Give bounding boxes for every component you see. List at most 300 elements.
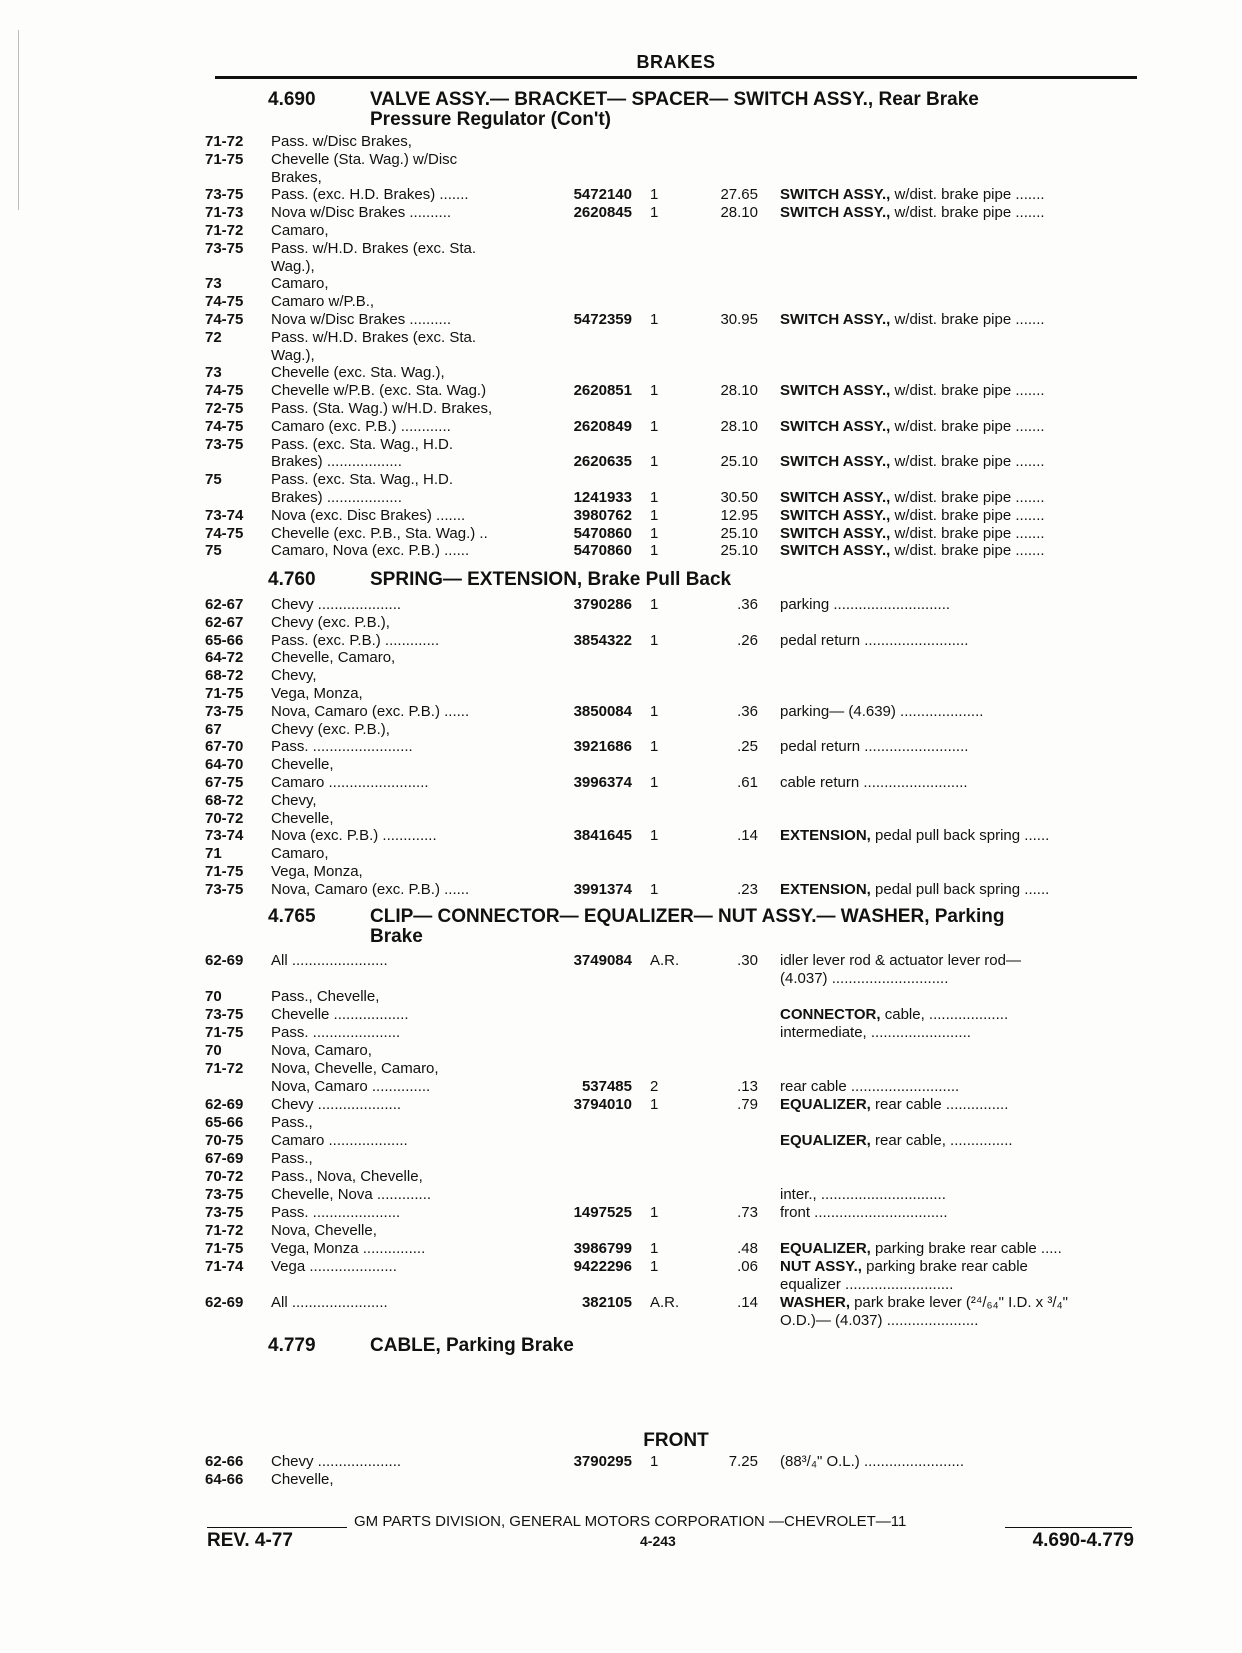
header-rule bbox=[215, 76, 1137, 79]
part-name-detail: rear cable .......................... bbox=[780, 1078, 960, 1095]
application: Chevy .................... bbox=[271, 1096, 402, 1113]
model-year: 70-72 bbox=[205, 1168, 244, 1185]
table-row bbox=[0, 1168, 1242, 1186]
application: Chevy, bbox=[271, 667, 317, 685]
table-row bbox=[0, 1006, 1242, 1024]
price: .61 bbox=[737, 774, 758, 791]
table-row bbox=[0, 703, 1242, 721]
part-number: 3854322 bbox=[573, 631, 632, 649]
application: Chevy (exc. P.B.), bbox=[271, 720, 390, 738]
quantity: 1 bbox=[650, 738, 659, 756]
part-name bbox=[780, 1453, 964, 1471]
model-year: 72-75 bbox=[205, 400, 244, 417]
table-row bbox=[0, 133, 1242, 151]
table-row bbox=[0, 1078, 1242, 1096]
quantity: 1 bbox=[650, 506, 659, 524]
part-name bbox=[780, 204, 1045, 222]
application: Nova (exc. Disc Brakes) ....... bbox=[271, 506, 466, 524]
section-heading bbox=[268, 1336, 574, 1356]
model-year: 65-66 bbox=[205, 631, 244, 649]
model-year: 73-75 bbox=[205, 1006, 244, 1023]
table-row bbox=[0, 649, 1242, 667]
part-number: 3841645 bbox=[573, 827, 632, 845]
table-row bbox=[0, 329, 1242, 347]
table-row bbox=[0, 810, 1242, 828]
quantity: 1 bbox=[650, 382, 659, 400]
application: Chevy .................... bbox=[271, 1453, 402, 1470]
table-row bbox=[0, 881, 1242, 899]
quantity: 1 bbox=[650, 204, 659, 222]
part-name-detail: (88³/₄" O.L.) ........................ bbox=[780, 1453, 964, 1470]
application: Camaro ................... bbox=[271, 1132, 408, 1149]
part-name-detail: parking brake rear cable ..... bbox=[870, 1240, 1062, 1257]
quantity: 1 bbox=[650, 1258, 659, 1275]
part-name-detail: w/dist. brake pipe ....... bbox=[890, 417, 1045, 435]
footer-range: 4.690-4.779 bbox=[1032, 1530, 1134, 1551]
application: Vega, Monza, bbox=[271, 863, 363, 880]
model-year: 71-72 bbox=[205, 1060, 244, 1077]
model-year: 73-75 bbox=[205, 239, 244, 257]
part-name-detail: inter., .............................. bbox=[780, 1186, 946, 1203]
part-name-detail: rear cable, ............... bbox=[870, 1132, 1013, 1149]
quantity: 1 bbox=[650, 774, 659, 791]
application: Brakes) .................. bbox=[271, 453, 402, 471]
table-row bbox=[0, 525, 1242, 543]
footer-page-number: 4-243 bbox=[640, 1533, 676, 1549]
table-row bbox=[0, 863, 1242, 881]
part-name-detail: equalizer .......................... bbox=[780, 1276, 954, 1293]
section-number: 4.690 bbox=[268, 89, 316, 110]
application: Pass. (exc. Sta. Wag., H.D. bbox=[271, 471, 453, 489]
table-row bbox=[0, 1204, 1242, 1222]
quantity: 1 bbox=[650, 880, 659, 898]
table-row bbox=[0, 738, 1242, 756]
section-number: 4.760 bbox=[268, 569, 316, 590]
table-row bbox=[0, 970, 1242, 988]
model-year: 70-72 bbox=[205, 809, 244, 827]
footer-publisher: GM PARTS DIVISION, GENERAL MOTORS CORPORATION —CHEVROLET—11 bbox=[354, 1513, 907, 1530]
table-row bbox=[0, 364, 1242, 382]
quantity: 1 bbox=[650, 702, 659, 720]
model-year: 71-72 bbox=[205, 133, 244, 150]
model-year: 71-75 bbox=[205, 685, 244, 702]
model-year: 73-75 bbox=[205, 435, 244, 453]
table-row bbox=[0, 756, 1242, 774]
model-year: 64-66 bbox=[205, 1471, 244, 1488]
quantity: 1 bbox=[650, 596, 659, 613]
table-row bbox=[0, 169, 1242, 187]
table-row bbox=[0, 542, 1242, 560]
price: 7.25 bbox=[728, 1453, 758, 1470]
table-row bbox=[0, 952, 1242, 970]
part-name-detail: pedal pull back spring ...... bbox=[870, 827, 1050, 845]
table-row bbox=[0, 1060, 1242, 1078]
part-name-detail: pedal return ......................... bbox=[780, 631, 969, 649]
application: All ....................... bbox=[271, 952, 388, 969]
part-name-bold: SWITCH ASSY., bbox=[780, 417, 891, 435]
part-number: 3749084 bbox=[573, 952, 632, 969]
part-number: 5470860 bbox=[573, 542, 632, 560]
part-number: 3790295 bbox=[573, 1453, 632, 1470]
part-name-bold: EQUALIZER, bbox=[780, 1132, 871, 1149]
part-number: 2620845 bbox=[573, 204, 632, 222]
model-year: 71-72 bbox=[205, 1222, 244, 1239]
section-heading bbox=[268, 90, 979, 130]
part-name bbox=[780, 382, 1045, 400]
part-number: 1497525 bbox=[573, 1204, 632, 1221]
model-year: 75 bbox=[205, 542, 222, 560]
model-year: 73-75 bbox=[205, 1186, 244, 1203]
part-name bbox=[780, 1078, 959, 1096]
application: Wag.), bbox=[271, 346, 315, 364]
model-year: 73-75 bbox=[205, 186, 244, 204]
quantity: 1 bbox=[650, 827, 659, 845]
model-year: 67 bbox=[205, 720, 222, 738]
application: Pass. w/H.D. Brakes (exc. Sta. bbox=[271, 239, 477, 257]
part-name-bold: SWITCH ASSY., bbox=[780, 204, 891, 222]
model-year: 67-69 bbox=[205, 1150, 244, 1167]
part-name bbox=[780, 453, 1045, 471]
price: .14 bbox=[737, 827, 758, 845]
model-year: 67-70 bbox=[205, 738, 244, 756]
application: Nova, Camaro .............. bbox=[271, 1078, 431, 1095]
part-number: 3790286 bbox=[573, 596, 632, 613]
table-row bbox=[0, 1240, 1242, 1258]
part-name-bold: SWITCH ASSY., bbox=[780, 489, 891, 506]
part-name bbox=[780, 970, 948, 988]
part-name bbox=[780, 1204, 948, 1222]
part-name bbox=[780, 1132, 1013, 1150]
price: 28.10 bbox=[720, 417, 758, 435]
part-name-bold: SWITCH ASSY., bbox=[780, 382, 891, 400]
table-row bbox=[0, 632, 1242, 650]
table-row bbox=[0, 222, 1242, 240]
application: Nova w/Disc Brakes .......... bbox=[271, 204, 452, 222]
application: Nova, Chevelle, Camaro, bbox=[271, 1060, 439, 1077]
part-name-detail: parking— (4.639) .................... bbox=[780, 702, 984, 720]
part-name-detail: w/dist. brake pipe ....... bbox=[890, 311, 1045, 328]
application: Vega ..................... bbox=[271, 1258, 397, 1275]
price: 28.10 bbox=[720, 382, 758, 400]
table-row bbox=[0, 721, 1242, 739]
quantity: 1 bbox=[650, 542, 659, 560]
part-name-bold: SWITCH ASSY., bbox=[780, 186, 891, 204]
part-name-detail: (4.037) ............................ bbox=[780, 970, 949, 987]
part-name bbox=[780, 1258, 1028, 1276]
model-year: 67-75 bbox=[205, 774, 244, 791]
application: Camaro ........................ bbox=[271, 774, 429, 791]
price: .23 bbox=[737, 880, 758, 898]
quantity: 1 bbox=[650, 311, 659, 328]
model-year: 74-75 bbox=[205, 524, 244, 542]
quantity: 1 bbox=[650, 1096, 659, 1113]
quantity: 1 bbox=[650, 631, 659, 649]
part-name bbox=[780, 632, 968, 650]
price: .36 bbox=[737, 702, 758, 720]
part-name-detail: front ................................ bbox=[780, 1204, 948, 1221]
section-title: VALVE ASSY.— BRACKET— SPACER— SWITCH ASSY., Rear Brake bbox=[370, 89, 979, 110]
part-number: 3986799 bbox=[573, 1240, 632, 1257]
application: Chevelle, bbox=[271, 1471, 334, 1488]
part-number: 3991374 bbox=[573, 880, 632, 898]
part-name bbox=[780, 311, 1045, 329]
table-row bbox=[0, 507, 1242, 525]
table-row bbox=[0, 1471, 1242, 1489]
part-name-detail: intermediate, ........................ bbox=[780, 1024, 971, 1041]
part-name-detail: w/dist. brake pipe ....... bbox=[890, 453, 1045, 471]
part-name bbox=[780, 1276, 953, 1294]
table-row bbox=[0, 1150, 1242, 1168]
part-name-bold: EXTENSION, bbox=[780, 880, 871, 898]
part-number: 2620851 bbox=[573, 382, 632, 400]
application: Chevy .................... bbox=[271, 596, 402, 613]
part-name bbox=[780, 703, 983, 721]
model-year: 71-75 bbox=[205, 1240, 244, 1257]
part-name-bold: SWITCH ASSY., bbox=[780, 311, 891, 328]
table-row bbox=[0, 845, 1242, 863]
application: Nova, Camaro (exc. P.B.) ...... bbox=[271, 702, 470, 720]
model-year: 62-69 bbox=[205, 1294, 244, 1311]
table-row bbox=[0, 792, 1242, 810]
footer-rule-right bbox=[1005, 1527, 1132, 1528]
model-year: 62-67 bbox=[205, 613, 244, 631]
price: 25.10 bbox=[720, 524, 758, 542]
application: Camaro w/P.B., bbox=[271, 293, 375, 311]
part-name bbox=[780, 952, 1021, 970]
part-name-detail: rear cable ............... bbox=[870, 1096, 1009, 1113]
part-name bbox=[780, 881, 1049, 899]
model-year: 70 bbox=[205, 1042, 222, 1059]
part-name bbox=[780, 774, 968, 792]
quantity: 1 bbox=[650, 1453, 659, 1470]
model-year: 72 bbox=[205, 328, 222, 346]
price: 28.10 bbox=[720, 204, 758, 222]
part-number: 2620635 bbox=[573, 453, 632, 471]
price: .13 bbox=[737, 1078, 758, 1095]
price: 30.95 bbox=[720, 311, 758, 328]
application: Pass. (exc. H.D. Brakes) ....... bbox=[271, 186, 469, 204]
model-year: 74-75 bbox=[205, 382, 244, 400]
model-year: 73-75 bbox=[205, 702, 244, 720]
section-title: SPRING— EXTENSION, Brake Pull Back bbox=[370, 569, 732, 590]
application: Chevy, bbox=[271, 791, 317, 809]
application: Chevelle, bbox=[271, 809, 334, 827]
part-name bbox=[780, 489, 1045, 507]
table-row bbox=[0, 1042, 1242, 1060]
quantity: 1 bbox=[650, 489, 659, 506]
table-row bbox=[0, 596, 1242, 614]
table-row bbox=[0, 1222, 1242, 1240]
part-number: 5470860 bbox=[573, 524, 632, 542]
table-row bbox=[0, 667, 1242, 685]
part-number: 3794010 bbox=[573, 1096, 632, 1113]
part-number: 9422296 bbox=[573, 1258, 632, 1275]
model-year: 65-66 bbox=[205, 1114, 244, 1131]
model-year: 73-74 bbox=[205, 827, 244, 845]
application: Camaro, bbox=[271, 845, 329, 863]
model-year: 68-72 bbox=[205, 667, 244, 685]
part-number: 5472140 bbox=[573, 186, 632, 204]
application: Chevelle (Sta. Wag.) w/Disc bbox=[271, 150, 458, 168]
price: 27.65 bbox=[720, 186, 758, 204]
model-year: 71-73 bbox=[205, 204, 244, 222]
section-title-cont: Brake bbox=[370, 926, 423, 947]
model-year: 64-70 bbox=[205, 756, 244, 774]
table-row bbox=[0, 347, 1242, 365]
application: Nova, Chevelle, bbox=[271, 1222, 377, 1239]
part-name-detail: cable return ......................... bbox=[780, 774, 968, 791]
part-name bbox=[780, 1096, 1008, 1114]
table-row bbox=[0, 774, 1242, 792]
table-row bbox=[0, 489, 1242, 507]
price: 12.95 bbox=[720, 506, 758, 524]
part-name-detail: parking brake rear cable bbox=[861, 1258, 1028, 1275]
price: .48 bbox=[737, 1240, 758, 1257]
part-name-detail: park brake lever (²⁴/₆₄" I.D. x ³/₄" bbox=[850, 1294, 1068, 1311]
quantity: 1 bbox=[650, 1204, 659, 1221]
section-title-cont: Pressure Regulator (Con't) bbox=[370, 109, 611, 130]
part-name bbox=[780, 827, 1049, 845]
part-name-bold: EXTENSION, bbox=[780, 827, 871, 845]
part-name-detail: w/dist. brake pipe ....... bbox=[890, 524, 1045, 542]
part-name bbox=[780, 1312, 978, 1330]
quantity: 1 bbox=[650, 453, 659, 471]
section-heading bbox=[268, 570, 731, 590]
application: Chevelle, Nova ............. bbox=[271, 1186, 432, 1203]
price: .25 bbox=[737, 738, 758, 756]
application: Pass., bbox=[271, 1150, 313, 1167]
model-year: 71-72 bbox=[205, 222, 244, 239]
table-row bbox=[0, 186, 1242, 204]
footer-revision: REV. 4-77 bbox=[207, 1530, 293, 1551]
model-year: 74-75 bbox=[205, 417, 244, 435]
part-number: 3980762 bbox=[573, 506, 632, 524]
table-row bbox=[0, 436, 1242, 454]
price: 25.10 bbox=[720, 453, 758, 471]
part-name bbox=[780, 596, 950, 614]
application: Camaro, bbox=[271, 275, 329, 293]
footer-rule-left bbox=[207, 1527, 347, 1528]
model-year: 71-75 bbox=[205, 863, 244, 880]
price: .06 bbox=[737, 1258, 758, 1275]
price: .36 bbox=[737, 596, 758, 613]
part-name-detail: pedal return ......................... bbox=[780, 738, 969, 756]
model-year: 62-69 bbox=[205, 952, 244, 969]
quantity: 1 bbox=[650, 524, 659, 542]
application: Vega, Monza ............... bbox=[271, 1240, 426, 1257]
part-name bbox=[780, 418, 1045, 436]
model-year: 64-72 bbox=[205, 649, 244, 667]
application: Chevelle .................. bbox=[271, 1006, 409, 1023]
model-year: 71-75 bbox=[205, 150, 244, 168]
part-name-bold: EQUALIZER, bbox=[780, 1096, 871, 1113]
part-name-bold: SWITCH ASSY., bbox=[780, 453, 891, 471]
quantity: 2 bbox=[650, 1078, 659, 1095]
table-row bbox=[0, 418, 1242, 436]
application: Wag.), bbox=[271, 257, 315, 275]
table-row bbox=[0, 453, 1242, 471]
quantity: 1 bbox=[650, 417, 659, 435]
part-name bbox=[780, 1240, 1062, 1258]
table-row bbox=[0, 275, 1242, 293]
model-year: 75 bbox=[205, 471, 222, 489]
section-number: 4.779 bbox=[268, 1335, 316, 1356]
part-name-detail: pedal pull back spring ...... bbox=[870, 880, 1050, 898]
application: Pass., Nova, Chevelle, bbox=[271, 1168, 423, 1185]
application: Pass. ........................ bbox=[271, 738, 413, 756]
part-name-detail: w/dist. brake pipe ....... bbox=[890, 489, 1045, 506]
application: Vega, Monza, bbox=[271, 685, 363, 702]
price: .26 bbox=[737, 631, 758, 649]
table-row bbox=[0, 1186, 1242, 1204]
part-name-bold: SWITCH ASSY., bbox=[780, 506, 891, 524]
part-name bbox=[780, 542, 1045, 560]
table-row bbox=[0, 151, 1242, 169]
quantity: A.R. bbox=[650, 952, 680, 969]
table-row bbox=[0, 1453, 1242, 1471]
part-name-bold: SWITCH ASSY., bbox=[780, 524, 891, 542]
application: Camaro (exc. P.B.) ............ bbox=[271, 417, 451, 435]
part-number: 3850084 bbox=[573, 702, 632, 720]
model-year: 70-75 bbox=[205, 1132, 244, 1149]
application: Chevelle (exc. Sta. Wag.), bbox=[271, 364, 445, 382]
part-number: 3921686 bbox=[573, 738, 632, 756]
application: Camaro, Nova (exc. P.B.) ...... bbox=[271, 542, 470, 560]
part-name-detail: w/dist. brake pipe ....... bbox=[890, 186, 1045, 204]
part-name-bold: CONNECTOR, bbox=[780, 1006, 881, 1023]
table-row bbox=[0, 614, 1242, 632]
application: Pass. ..................... bbox=[271, 1024, 401, 1041]
part-name bbox=[780, 525, 1045, 543]
part-number: 3996374 bbox=[573, 774, 632, 791]
table-row bbox=[0, 1276, 1242, 1294]
price: .73 bbox=[737, 1204, 758, 1221]
table-row bbox=[0, 988, 1242, 1006]
application: Camaro, bbox=[271, 222, 329, 239]
quantity: 1 bbox=[650, 186, 659, 204]
application: Chevelle (exc. P.B., Sta. Wag.) .. bbox=[271, 524, 488, 542]
application: Pass. (Sta. Wag.) w/H.D. Brakes, bbox=[271, 400, 493, 417]
part-name bbox=[780, 1024, 971, 1042]
application: Pass. w/H.D. Brakes (exc. Sta. bbox=[271, 328, 477, 346]
section-number: 4.765 bbox=[268, 906, 316, 927]
application: Nova w/Disc Brakes .......... bbox=[271, 311, 452, 328]
part-name-detail: idler lever rod & actuator lever rod— bbox=[780, 952, 1021, 969]
table-row bbox=[0, 1096, 1242, 1114]
part-name bbox=[780, 1186, 946, 1204]
price: .79 bbox=[737, 1096, 758, 1113]
price: 25.10 bbox=[720, 542, 758, 560]
table-row bbox=[0, 685, 1242, 703]
model-year: 73-74 bbox=[205, 506, 244, 524]
part-name-detail: cable, ................... bbox=[880, 1006, 1009, 1023]
table-row bbox=[0, 204, 1242, 222]
part-number: 537485 bbox=[581, 1078, 632, 1095]
quantity: 1 bbox=[650, 1240, 659, 1257]
quantity: A.R. bbox=[650, 1294, 680, 1311]
section-title: CLIP— CONNECTOR— EQUALIZER— NUT ASSY.— WASHER, Parking bbox=[370, 906, 1005, 927]
part-name-detail: O.D.)— (4.037) ...................... bbox=[780, 1312, 979, 1329]
table-row bbox=[0, 293, 1242, 311]
model-year: 73 bbox=[205, 275, 222, 293]
part-number: 1241933 bbox=[573, 489, 632, 506]
model-year: 70 bbox=[205, 988, 222, 1005]
application: Brakes, bbox=[271, 168, 322, 186]
table-row bbox=[0, 1312, 1242, 1330]
section-title: CABLE, Parking Brake bbox=[370, 1335, 574, 1356]
part-number: 5472359 bbox=[573, 311, 632, 328]
part-name-bold: WASHER, bbox=[780, 1294, 851, 1311]
